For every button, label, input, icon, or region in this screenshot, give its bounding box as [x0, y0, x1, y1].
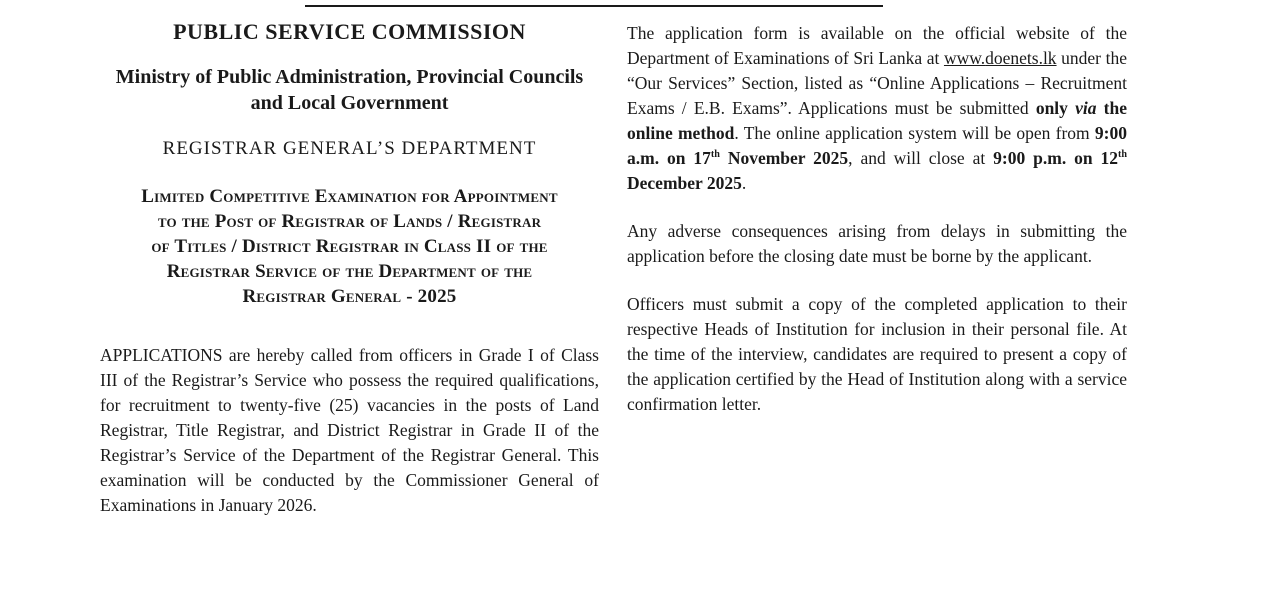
text-segment: , and will close at	[848, 148, 994, 168]
right-column	[627, 0, 1127, 417]
notice-title-line: Registrar General - 2025	[242, 286, 457, 307]
adverse-consequences-paragraph: Any adverse consequences arising from delays in submitting the application before the closing date must be borne by the applicant.	[627, 221, 1127, 266]
notice-title-line: Registrar Service of the Department of the	[166, 261, 533, 282]
application-form-paragraph	[627, 21, 1127, 196]
doenets-link[interactable]: www.	[943, 48, 986, 68]
officers-submit-paragraph: Officers must submit a copy of the completed application to their respective Heads of Institution for inclusion in their personal file. At the time of the interview, candidates are required to present a copy of the application certified by the Head of Institution along with a service confirmation letter.	[627, 294, 1127, 414]
text-segment: only	[1035, 98, 1076, 118]
notice-title-line: of Titles / District Registrar in Class II of the	[151, 236, 548, 257]
text-segment: November 2025	[719, 148, 849, 168]
text-segment: The application form is available on the official website of the Department of Examinations of Sri Lanka at	[627, 23, 1127, 68]
notice-title-line: to the Post of Registrar of Lands / Registrar	[157, 211, 542, 232]
department-heading: REGISTRAR GENERAL’S DEPARTMENT	[162, 138, 537, 159]
doenets-link[interactable]: doenets.lk	[985, 48, 1057, 68]
ministry-heading: Ministry of Public Administration, Provincial Councils and Local Government	[115, 66, 584, 114]
ordinal-superscript: th	[1118, 149, 1128, 161]
applications-paragraph: APPLICATIONS are hereby called from officers in Grade I of Class III of the Registrar’s Service who possess the required qualifications, for recruitment to twenty-five (25) vacancies in the posts of Land Registrar, Title Registrar, and District Registrar in Grade II of the Registrar’s Service of the Department of the Registrar General. This examination will be conducted by the Commissioner General of Examinations in January 2026.	[100, 345, 599, 515]
text-segment: .	[741, 173, 747, 193]
text-segment: the online method	[627, 98, 1128, 143]
ordinal-superscript: th	[710, 149, 720, 161]
text-segment: 9:00 a.m. on 17	[627, 123, 1127, 168]
text-segment: December 2025	[627, 173, 742, 193]
notice-title	[100, 184, 599, 309]
text-segment: under the “Our Services” Section, listed as “Online Applications – Recruitment Exams / E.B. Exams”. Applications must be submitted	[627, 48, 1127, 118]
notice-title-line: Limited Competitive Examination for Appointment	[141, 186, 558, 207]
text-segment: . The online application system will be open from	[734, 123, 1095, 143]
commission-heading: PUBLIC SERVICE COMMISSION	[173, 19, 526, 44]
left-column	[100, 0, 599, 518]
text-segment: 9:00 p.m. on 12	[993, 148, 1118, 168]
text-segment: via	[1075, 98, 1097, 118]
